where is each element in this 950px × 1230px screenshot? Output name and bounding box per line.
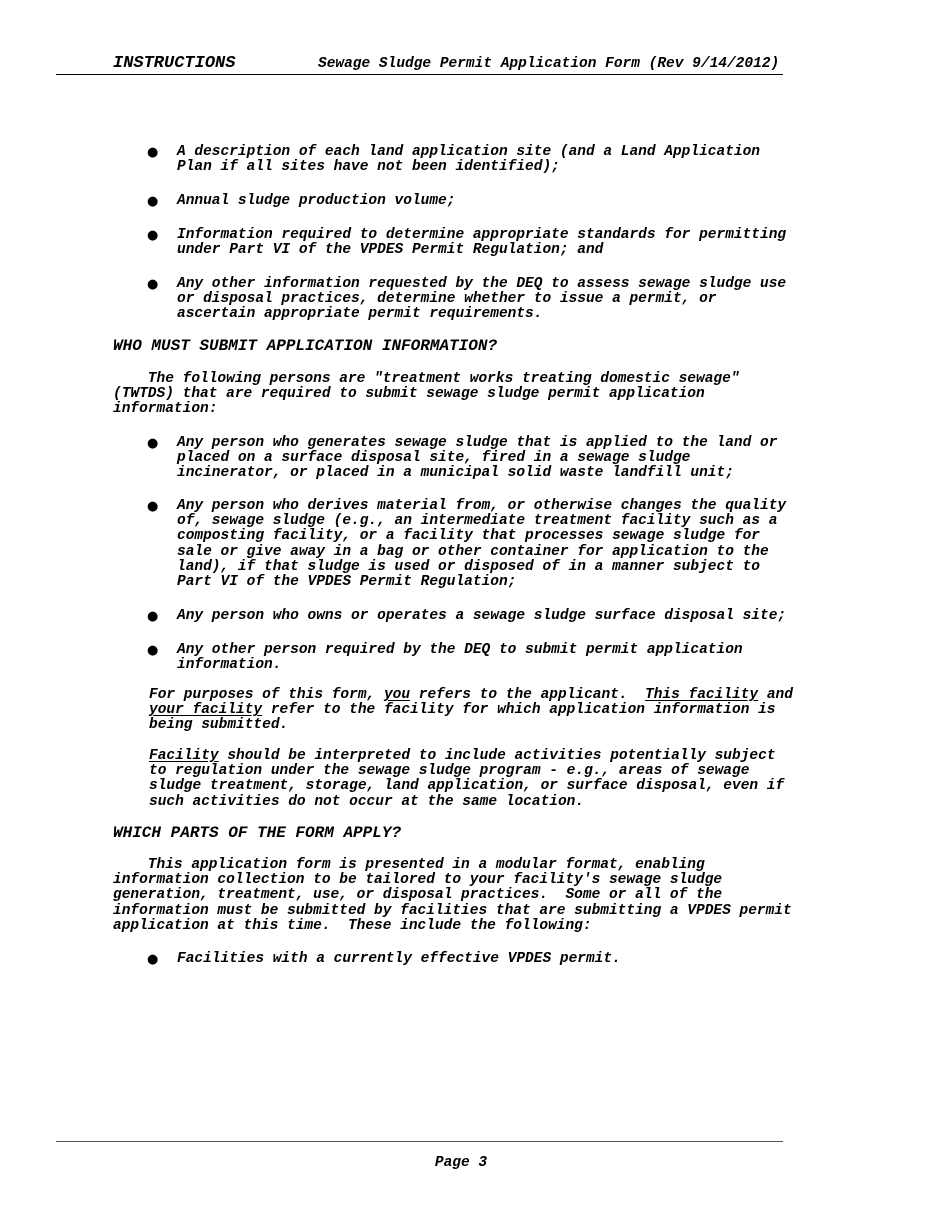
section-heading-which-parts: WHICH PARTS OF THE FORM APPLY? xyxy=(113,824,402,842)
list-item: ● A description of each land application site (and a Land Application Plan if all sites have not been identified); xyxy=(147,144,760,176)
section-intro-who-must-submit: The following persons are "treatment works treating domestic sewage" (TWTDS) that are required to submit sewage sludge permit application information: xyxy=(113,371,740,418)
list-item: ● Information required to determine appropriate standards for permitting under Part VI of the VPDES Permit Regulation; and xyxy=(147,227,787,259)
underlined-term-you: you xyxy=(383,687,411,703)
bullet-icon: ● xyxy=(147,499,159,514)
underlined-term-this-facility: This facility xyxy=(645,687,759,703)
section-intro-which-parts: This application form is presented in a modular format, enabling information collection to be tailored to your facility's sewage sludge generation, treatment, use, or disposal practices. Some or all of the information must be submitted by facilities that are submitting a VPDES permit application at this time. These include the following: xyxy=(113,857,792,934)
section-heading-who-must-submit: WHO MUST SUBMIT APPLICATION INFORMATION? xyxy=(113,337,498,355)
underlined-term-your-facility: your facility xyxy=(149,702,263,719)
list-item: ● Annual sludge production volume; xyxy=(147,193,456,209)
list-item: ● Any person who owns or operates a sewage sludge surface disposal site; xyxy=(147,608,787,624)
header-form-title: Sewage Sludge Permit Application Form (Rev 9/14/2012) xyxy=(318,56,780,72)
bullet-icon: ● xyxy=(147,436,159,451)
bullet-icon: ● xyxy=(147,228,159,243)
definition-paragraph-you: For purposes of this form, you refers to the applicant. This facility and your facility refer to the facility for which application information is being submitted. xyxy=(149,687,793,734)
header-section-label: INSTRUCTIONS xyxy=(113,54,236,73)
bullet-icon: ● xyxy=(147,643,159,658)
page-footer xyxy=(0,1155,922,1171)
bullet-icon: ● xyxy=(147,952,159,967)
definition-paragraph-facility: Facility should be interpreted to include activities potentially subject to regulation under the sewage sludge program - e.g., areas of sewage sludge treatment, storage, land application, or surface disposal, even if such activities do not occur at the same location. xyxy=(149,748,785,810)
list-item: ● Any other person required by the DEQ to submit permit application information. xyxy=(147,642,743,674)
list-item: ● Any other information requested by the DEQ to assess sewage sludge use or disposal practices, determine whether to issue a permit, or ascertain appropriate permit requirements. xyxy=(147,276,787,323)
bullet-icon: ● xyxy=(147,277,159,292)
bullet-icon: ● xyxy=(147,194,159,209)
list-item: ● Any person who derives material from, or otherwise changes the quality of, sewage sludge (e.g., an intermediate treatment facility such as a composting facility, or a facility that processes sewage sludge for sale or give away in a bag or other container for application to the land), if that sludge is used or disposed of in a manner subject to Part VI of the VPDES Permit Regulation; xyxy=(147,498,787,591)
list-item: ● Any person who generates sewage sludge that is applied to the land or placed on a surface disposal site, fired in a sewage sludge incinerator, or placed in a municipal solid waste landfill unit; xyxy=(147,435,778,482)
footer-divider xyxy=(56,1141,783,1142)
bullet-icon: ● xyxy=(147,145,159,160)
list-item: ● Facilities with a currently effective VPDES permit. xyxy=(147,951,621,967)
underlined-term-facility: Facility xyxy=(149,748,219,764)
bullet-icon: ● xyxy=(147,609,159,624)
header-divider xyxy=(56,74,783,75)
page-number: Page 3 xyxy=(434,1155,488,1171)
